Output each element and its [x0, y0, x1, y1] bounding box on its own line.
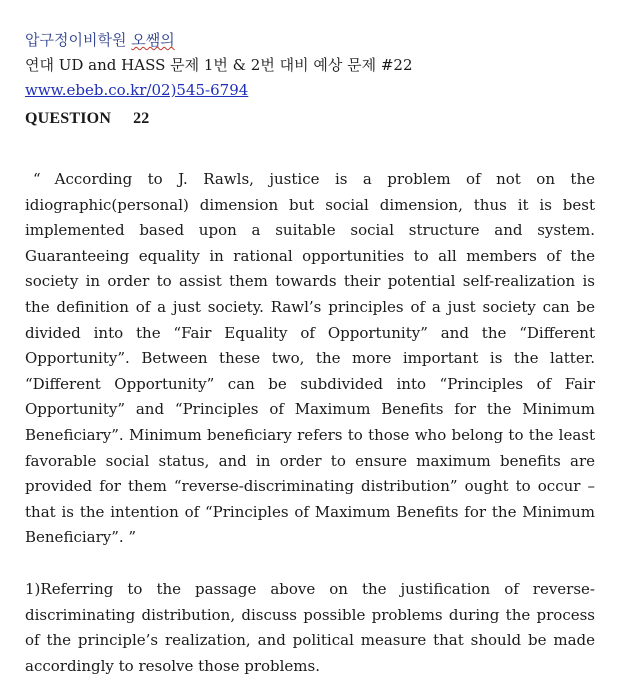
- document-page: [25, 28, 595, 679]
- teacher-name: 오쌤의: [131, 31, 175, 49]
- passage-paragraph: [25, 167, 595, 551]
- website-link[interactable]: www.ebeb.co.kr/02)545-6794: [25, 81, 249, 99]
- question-number: 22: [133, 110, 150, 127]
- academy-name: 압구정이비학원: [25, 31, 127, 49]
- exam-title: 연대 UD and HASS 문제 1번 & 2번 대비 예상 문제 #22: [25, 56, 413, 74]
- question-heading: [25, 105, 595, 133]
- contact-line[interactable]: [25, 78, 595, 103]
- question-label: QUESTION: [25, 110, 112, 127]
- academy-header: [25, 28, 595, 53]
- passage-open-quote: “: [33, 170, 41, 188]
- task-paragraph: 1)Referring to the passage above on the justification of reverse-discriminating distribution, discuss possible problems during the process of the principle’s realization, and political measure that should be made accordingly to resolve those problems.: [25, 579, 595, 675]
- passage-text: According to J. Rawls, justice is a problem of not on the idiographic(personal) dimension but social dimension, thus it is best implemented based upon a suitable social structure and system. Guaranteeing equality in rational opportunities to all members of the society in order to assist them towards their potential self-realization is the definition of a just society. Rawl’s principles of a just society can be divided into the “Fair Equality of Opportunity” and the “Different Opportunity”. Between these two, the more important is the latter. “Different Opportunity” can be subdivided into “Principles of Fair Opportunity” and “Principles of Maximum Benefits for the Minimum Beneficiary”. Minimum beneficiary refers to those who belong to the least favorable social status, and in order to ensure maximum benefits are provided for them “reverse-discriminating distribution” ought to occur – that is the intention of “Principles of Maximum Benefits for the Minimum Beneficiary”. ”: [25, 170, 595, 547]
